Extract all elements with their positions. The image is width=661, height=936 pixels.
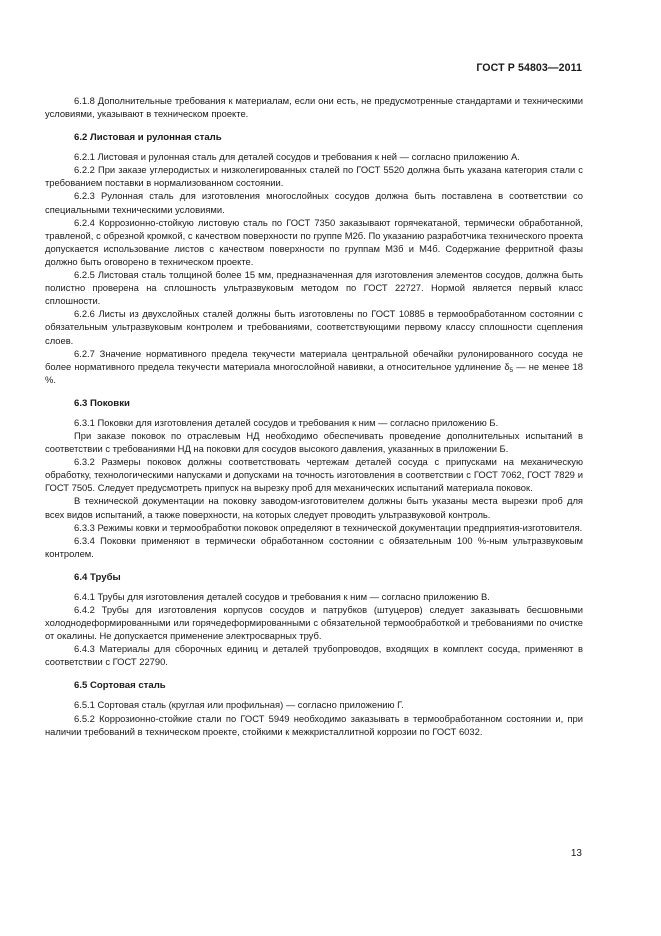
paragraph: 6.3.3 Режимы ковки и термообработки поковок определяют в технической документации предприятия-изготовителя. xyxy=(74,521,583,533)
section-heading: 6.4 Трубы xyxy=(74,571,121,583)
section-heading: 6.3 Поковки xyxy=(74,397,130,409)
paragraph: 6.2.4 Коррозионно-стойкую листовую сталь по ГОСТ 7350 заказывают горячекатаной, термически обработанной, травленой, с обрезной кромкой, с качеством поверхности по группе М2б. По указанию разработчика технического проекта допускается использование листов с качеством поверхности по группам М3б и М4б. Содержание ферритной фазы должно быть оговорено в техническом проекте. xyxy=(45,216,583,267)
paragraph: 6.3.1 Поковки для изготовления деталей сосудов и требования к ним — согласно приложению Б. xyxy=(74,416,499,428)
delta-symbol: δ xyxy=(504,360,510,372)
delta-subscript: 5 xyxy=(509,366,514,374)
paragraph: 6.1.8 Дополнительные требования к материалам, если они есть, не предусмотренные стандартами и техническими условиями, указывают в техническом проекте. xyxy=(45,95,583,120)
paragraph: 6.5.2 Коррозионно-стойкие стали по ГОСТ 5949 необходимо заказывать в термообработанном состоянии и, при наличии требований в техническом проекте, стойкими к межкристаллитной коррозии по ГОСТ 6032. xyxy=(45,712,583,737)
paragraph: В технической документации на поковку заводом-изготовителем должны быть указаны места вырезки проб для всех видов испытаний, а также поверхности, на которых следует проводить ультразвуковой контроль. xyxy=(45,495,583,520)
paragraph: 6.2.6 Листы из двухслойных сталей должны быть изготовлены по ГОСТ 10885 в термообработанном состоянии с обязательным ультразвуковым контролем и требованиями, соответствующими первому классу сплошности сцепления слоев. xyxy=(45,308,583,346)
paragraph: 6.3.4 Поковки применяют в термически обработанном состоянии с обязательным 100 %-ным ультразвуковым контролем. xyxy=(45,534,583,559)
paragraph-text: 6.2.7 Значение нормативного предела текучести материала центральной обечайки рулонированного сосуда не более нормативного предела текучести материала многослойной навивки, а относительное удлинение xyxy=(45,347,583,372)
document-header-id: ГОСТ Р 54803—2011 xyxy=(476,62,582,74)
paragraph: При заказе поковок по отраслевым НД необходимо обеспечивать проведение дополнительных испытаний в соответствии с требованиями НД на поковки для сосудов высокого давления, указанных в приложении Б. xyxy=(45,429,583,455)
paragraph: 6.4.1 Трубы для изготовления деталей сосудов и требования к ним — согласно приложению В. xyxy=(74,590,490,602)
paragraph: 6.2.1 Листовая и рулонная сталь для деталей сосудов и требования к ней — согласно приложению А. xyxy=(74,151,520,163)
document-body xyxy=(45,94,583,738)
paragraph: 6.2.3 Рулонная сталь для изготовления многослойных сосудов должна быть поставлена в соответствии со специальными техническими условиями. xyxy=(45,190,583,215)
paragraph: 6.3.2 Размеры поковок должны соответствовать чертежам деталей сосуда с припусками на механическую обработку, технологическими напусками и допусками на точность изготовления в соответствии с ГОСТ 7062, ГОСТ 7829 и ГОСТ 7505. Следует предусмотреть припуск на вырезку проб для механических испытаний материала поковок. xyxy=(45,456,583,494)
paragraph: 6.4.3 Материалы для сборочных единиц и деталей трубопроводов, входящих в комплект сосуда, применяют в соответствии с ГОСТ 22790. xyxy=(45,643,583,668)
page-number: 13 xyxy=(570,848,582,859)
paragraph: 6.5.1 Сортовая сталь (круглая или профильная) — согласно приложению Г. xyxy=(74,699,404,711)
paragraph-text-tail: — не менее 18 %. xyxy=(45,360,583,385)
paragraph: 6.4.2 Трубы для изготовления корпусов сосудов и патрубков (штуцеров) следует заказывать бесшовными холоднодеформированными или горячедеформированными с обязательной термообработкой и требованиями по очистке от окалины. Не допускается применение электросварных труб. xyxy=(45,604,583,642)
section-heading: 6.2 Листовая и рулонная сталь xyxy=(74,132,222,144)
paragraph: 6.2.5 Листовая сталь толщиной более 15 мм, предназначенная для изготовления элементов сосудов, должна быть полистно проверена на сплошность ультразвуковым методом по ГОСТ 22727. Нормой является первый класс сплошности. xyxy=(45,269,583,307)
paragraph: 6.2.2 При заказе углеродистых и низколегированных сталей по ГОСТ 5520 должна быть указана категория стали с требованием поставки в нормализованном состоянии. xyxy=(45,164,583,189)
section-heading: 6.5 Сортовая сталь xyxy=(74,680,166,692)
paragraph xyxy=(45,347,583,386)
